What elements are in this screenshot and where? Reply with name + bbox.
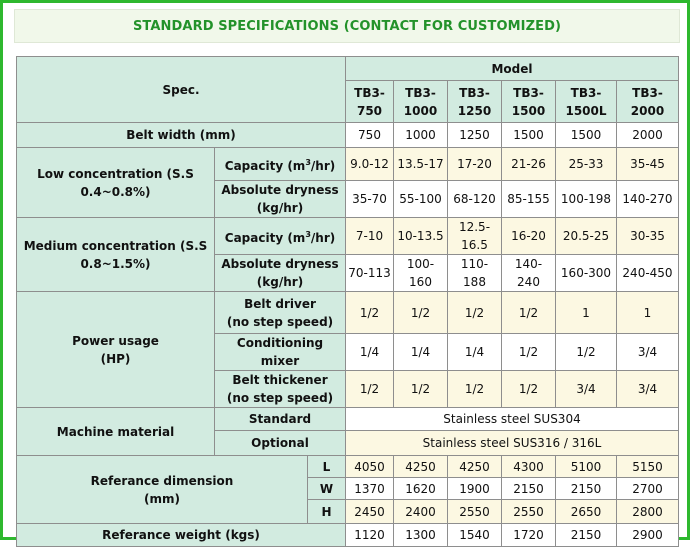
conditioning-mixer-value: 1/4 <box>394 334 448 371</box>
weight-value: 2150 <box>556 524 617 547</box>
dimension-l-value: 4250 <box>394 456 448 478</box>
belt-thickener-value: 1/2 <box>502 371 556 408</box>
weight-value: 1300 <box>394 524 448 547</box>
spec-table <box>16 56 679 547</box>
low-dryness-label: Absolute dryness (kg/hr) <box>215 181 346 218</box>
belt-width-value: 1500 <box>556 123 617 148</box>
conditioning-mixer-value: 1/2 <box>556 334 617 371</box>
belt-thickener-value: 3/4 <box>617 371 679 408</box>
medium-capacity-value: 7-10 <box>346 218 394 255</box>
low-dryness-value: 35-70 <box>346 181 394 218</box>
belt-driver-value: 1/2 <box>448 292 502 334</box>
belt-width-label: Belt width (mm) <box>17 123 346 148</box>
belt-width-value: 2000 <box>617 123 679 148</box>
medium-concentration-label: Medium concentration (S.S 0.8~1.5%) <box>17 218 215 292</box>
low-capacity-value: 13.5-17 <box>394 148 448 181</box>
medium-dryness-value: 140-240 <box>502 255 556 292</box>
belt-width-value: 1500 <box>502 123 556 148</box>
medium-capacity-value: 20.5-25 <box>556 218 617 255</box>
standard-material-value: Stainless steel SUS304 <box>346 408 679 431</box>
model-name: TB3- 1500L <box>556 81 617 123</box>
capacity-unit-suffix: /hr) <box>310 230 336 245</box>
belt-thickener-value: 1/2 <box>346 371 394 408</box>
medium-dryness-value: 160-300 <box>556 255 617 292</box>
belt-driver-value: 1/2 <box>394 292 448 334</box>
belt-thickener-value: 1/2 <box>448 371 502 408</box>
belt-driver-label: Belt driver (no step speed) <box>215 292 346 334</box>
weight-value: 1540 <box>448 524 502 547</box>
weight-label: Referance weight (kgs) <box>17 524 346 547</box>
low-capacity-value: 21-26 <box>502 148 556 181</box>
low-capacity-value: 17-20 <box>448 148 502 181</box>
low-dryness-value: 100-198 <box>556 181 617 218</box>
low-capacity-value: 9.0-12 <box>346 148 394 181</box>
low-dryness-value: 68-120 <box>448 181 502 218</box>
belt-width-value: 750 <box>346 123 394 148</box>
medium-dryness-value: 70-113 <box>346 255 394 292</box>
model-header: Model <box>346 57 679 81</box>
low-dryness-value: 85-155 <box>502 181 556 218</box>
low-dryness-value: 55-100 <box>394 181 448 218</box>
cubic-superscript: 3 <box>305 229 311 239</box>
dimension-l-value: 4250 <box>448 456 502 478</box>
dimension-h-value: 2800 <box>617 500 679 524</box>
weight-value: 2900 <box>617 524 679 547</box>
dimension-l-label: L <box>308 456 346 478</box>
cubic-superscript: 3 <box>305 157 311 167</box>
belt-thickener-value: 3/4 <box>556 371 617 408</box>
medium-capacity-label <box>215 218 346 255</box>
model-name: TB3- 1500 <box>502 81 556 123</box>
conditioning-mixer-value: 1/4 <box>448 334 502 371</box>
belt-width-value: 1000 <box>394 123 448 148</box>
medium-dryness-label: Absolute dryness (kg/hr) <box>215 255 346 292</box>
dimension-l-value: 4300 <box>502 456 556 478</box>
dimension-h-value: 2550 <box>502 500 556 524</box>
dimension-h-value: 2650 <box>556 500 617 524</box>
dimension-w-value: 2150 <box>502 478 556 500</box>
title-bar <box>14 9 680 43</box>
dimension-w-value: 2150 <box>556 478 617 500</box>
standard-label: Standard <box>215 408 346 431</box>
dimension-w-label: W <box>308 478 346 500</box>
dimension-w-value: 1900 <box>448 478 502 500</box>
model-name: TB3- 1250 <box>448 81 502 123</box>
capacity-unit-suffix: /hr) <box>310 158 336 173</box>
model-name: TB3- 2000 <box>617 81 679 123</box>
dimension-w-value: 1370 <box>346 478 394 500</box>
power-usage-label: Power usage (HP) <box>17 292 215 408</box>
optional-label: Optional <box>215 431 346 456</box>
conditioning-mixer-value: 3/4 <box>617 334 679 371</box>
machine-material-label: Machine material <box>17 408 215 456</box>
model-name: TB3- 1000 <box>394 81 448 123</box>
belt-thickener-value: 1/2 <box>394 371 448 408</box>
dimension-h-value: 2450 <box>346 500 394 524</box>
conditioning-mixer-value: 1/2 <box>502 334 556 371</box>
medium-dryness-value: 100-160 <box>394 255 448 292</box>
medium-capacity-value: 30-35 <box>617 218 679 255</box>
medium-capacity-value: 10-13.5 <box>394 218 448 255</box>
belt-thickener-label: Belt thickener (no step speed) <box>215 371 346 408</box>
conditioning-mixer-value: 1/4 <box>346 334 394 371</box>
dimension-l-value: 4050 <box>346 456 394 478</box>
dimension-h-label: H <box>308 500 346 524</box>
weight-value: 1120 <box>346 524 394 547</box>
spec-header: Spec. <box>17 57 346 123</box>
dimension-l-value: 5100 <box>556 456 617 478</box>
dimension-h-value: 2550 <box>448 500 502 524</box>
medium-dryness-value: 240-450 <box>617 255 679 292</box>
dimension-l-value: 5150 <box>617 456 679 478</box>
belt-driver-value: 1 <box>617 292 679 334</box>
conditioning-mixer-label: Conditioning mixer <box>215 334 346 371</box>
medium-dryness-value: 110-188 <box>448 255 502 292</box>
model-name: TB3- 750 <box>346 81 394 123</box>
belt-driver-value: 1/2 <box>346 292 394 334</box>
belt-driver-value: 1/2 <box>502 292 556 334</box>
dimension-h-value: 2400 <box>394 500 448 524</box>
low-capacity-label <box>215 148 346 181</box>
page-title: STANDARD SPECIFICATIONS (CONTACT FOR CUSTOMIZED) <box>132 18 562 34</box>
low-capacity-value: 25-33 <box>556 148 617 181</box>
capacity-label-text: Capacity (m <box>224 230 306 245</box>
medium-capacity-value: 12.5- 16.5 <box>448 218 502 255</box>
low-concentration-label: Low concentration (S.S 0.4~0.8%) <box>17 148 215 218</box>
capacity-label-text: Capacity (m <box>224 158 306 173</box>
low-dryness-value: 140-270 <box>617 181 679 218</box>
dimension-w-value: 1620 <box>394 478 448 500</box>
belt-width-value: 1250 <box>448 123 502 148</box>
dimension-w-value: 2700 <box>617 478 679 500</box>
low-capacity-value: 35-45 <box>617 148 679 181</box>
belt-driver-value: 1 <box>556 292 617 334</box>
weight-value: 1720 <box>502 524 556 547</box>
medium-capacity-value: 16-20 <box>502 218 556 255</box>
optional-material-value: Stainless steel SUS316 / 316L <box>346 431 679 456</box>
dimension-label: Referance dimension (mm) <box>17 456 308 524</box>
